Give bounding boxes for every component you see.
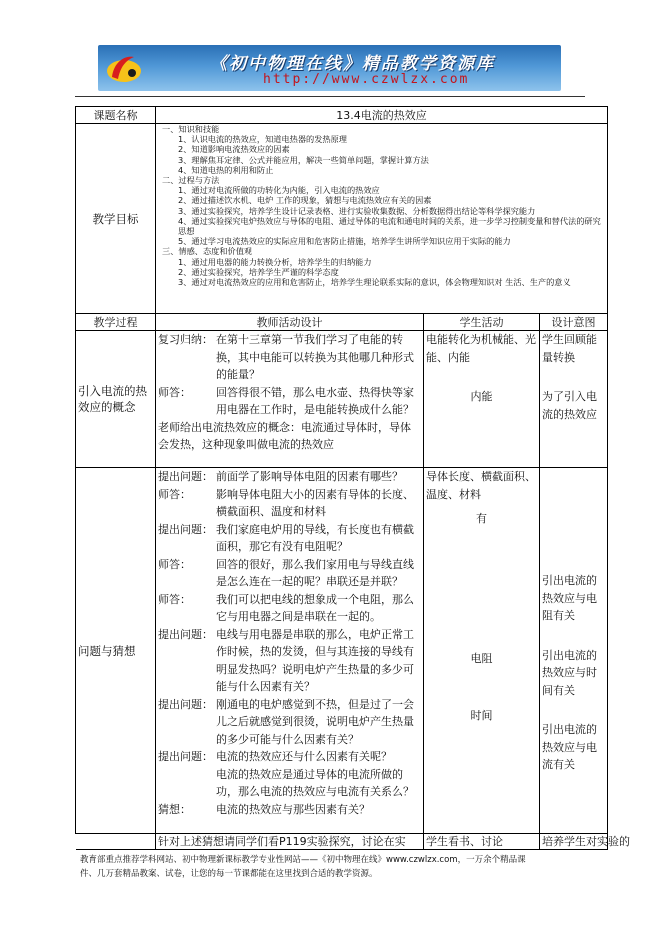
goals-row bbox=[76, 124, 608, 314]
teacher-item bbox=[158, 556, 421, 591]
teacher-item bbox=[158, 468, 421, 486]
section-intro-teacher bbox=[156, 331, 424, 468]
goal-item: 5、通过学习电流热效应的实际应用和危害防止措施，培养学生讲所学知识应用于实际的能力 bbox=[178, 236, 511, 247]
teacher-text: 刚通电的电炉感觉到不热，但是过了一会儿之后就感觉到很烫，说明电炉产生热量的多少可能与什么因素有关？ bbox=[216, 697, 414, 746]
speaker: 师答： bbox=[158, 385, 191, 399]
topic-row bbox=[76, 107, 608, 124]
teacher-text: 电线与用电器是串联的那么，电炉正常工作时候，热的发烫，但与其连接的导线有明显发热吗？说明电炉产生热量的多少可能与什么因素有关？ bbox=[216, 627, 414, 693]
teacher-item bbox=[158, 331, 421, 384]
teacher-item bbox=[158, 486, 421, 521]
footer-line: 件、几万套精品教案、试卷，让您的每一节课都能在这里找到合适的教学资源。 bbox=[80, 869, 378, 879]
section-intro-design bbox=[540, 331, 608, 468]
section-guess-teacher bbox=[156, 468, 424, 834]
lesson-table bbox=[75, 106, 630, 850]
header-process: 教学过程 bbox=[76, 314, 156, 331]
teacher-item bbox=[158, 591, 421, 626]
teacher-text: 电流的热效应是通过导体的电流所做的功，那么电流的热效应与电流有关系么？ bbox=[216, 767, 414, 798]
goal-item: 3、通过对电流热效应的应用和危害防止，培养学生理论联系实际的意识，体会物理知识对 生活、生产的意义 bbox=[178, 277, 571, 288]
design-text: 引出电流的热效应与电流有关 bbox=[542, 723, 597, 771]
logo-icon bbox=[104, 51, 144, 85]
section-guess-design bbox=[540, 468, 608, 834]
design-text: 学生回顾能量转换 bbox=[542, 333, 597, 364]
speaker: 提出问题： bbox=[158, 522, 213, 536]
section-guess-student bbox=[424, 468, 540, 834]
goal-item: 4、通过实验探究电炉热效应与导体的电阻、通过导体的电流和通电时间的关系，进一步学习控制变量和替代法的研究思想 bbox=[178, 215, 601, 237]
topic-value: 13.4电流的热效应 bbox=[156, 107, 608, 124]
goals-section-title: 一、知识和技能 bbox=[162, 124, 220, 134]
teacher-text: 我们家庭电炉用的导线，有长度也有横截面积，那它有没有电阻呢？ bbox=[216, 522, 414, 553]
section-intro-student bbox=[424, 331, 540, 468]
header-design: 设计意图 bbox=[540, 314, 608, 331]
section-intro-row bbox=[76, 331, 608, 468]
student-text: 内能 bbox=[470, 390, 493, 403]
speaker: 提出问题： bbox=[158, 470, 213, 483]
goal-item: 2、通过实验探究，培养学生严谨的科学态度 bbox=[178, 266, 339, 277]
student-text: 电能转化为机械能、光能、内能 bbox=[426, 333, 536, 364]
speaker: 提出问题： bbox=[158, 627, 213, 641]
teacher-text: 我们可以把电线的想象成一个电阻，那么它与用电器之间是串联在一起的。 bbox=[216, 592, 414, 623]
speaker: 提出问题： bbox=[158, 697, 213, 711]
speaker: 师答： bbox=[158, 557, 191, 571]
goals-section-title: 二、过程与方法 bbox=[162, 175, 220, 186]
speaker: 提出问题： bbox=[158, 750, 213, 763]
speaker: 猜想： bbox=[158, 802, 191, 816]
header-teacher: 教师活动设计 bbox=[156, 314, 424, 331]
teacher-item bbox=[158, 521, 421, 556]
goal-item: 1、通过对电流所做的功转化为内能，引入电流的热效应 bbox=[178, 185, 380, 196]
footer bbox=[80, 853, 590, 881]
last-row-design: 培养学生对实验的 bbox=[540, 834, 608, 850]
goal-item: 3、理解焦耳定律、公式并能应用，解决一些简单问题，掌握计算方法 bbox=[178, 154, 429, 165]
goals-label: 教学目标 bbox=[76, 124, 156, 314]
student-text: 有 bbox=[476, 512, 487, 525]
goal-item: 2、通过描述饮水机、电炉 工作的现象，猜想与电流热效应有关的因素 bbox=[178, 195, 432, 206]
student-text: 导体长度、横截面积、温度、材料 bbox=[426, 470, 536, 501]
last-row-teacher: 针对上述猜想请同学们看P119实验探究，讨论在实 bbox=[156, 834, 424, 850]
header-row bbox=[76, 314, 608, 331]
section-intro-label: 引入电流的热效应的概念 bbox=[76, 331, 156, 468]
goals-content bbox=[156, 124, 608, 314]
teacher-text: 回答得很不错，那么电水壶、热得快等家用电器在工作时，是电能转换成什么能？ bbox=[216, 385, 414, 416]
teacher-item bbox=[158, 696, 421, 749]
topic-label: 课题名称 bbox=[76, 107, 156, 124]
last-row-label bbox=[76, 834, 156, 850]
banner-title: 《初中物理在线》精品教学资源库 bbox=[210, 54, 495, 74]
speaker: 复习归纳： bbox=[158, 333, 213, 346]
speaker: 师答： bbox=[158, 487, 191, 501]
teacher-text: 前面学了影响导体电阻的因素有哪些？ bbox=[216, 470, 403, 483]
goal-item: 2、知道影响电流热效应的因素 bbox=[178, 144, 290, 155]
banner-url[interactable]: http://www.czwlzx.com bbox=[263, 72, 470, 87]
last-row bbox=[76, 834, 608, 850]
goal-item: 4、知道电热的利用和防止 bbox=[178, 164, 274, 175]
teacher-text: 在第十三章第一节我们学习了电能的转换，其中电能可以转换为其他哪几种形式的能量？ bbox=[216, 333, 414, 381]
design-text: 引出电流的热效应与时间有关 bbox=[542, 648, 597, 697]
header-banner bbox=[98, 45, 561, 91]
divider bbox=[75, 96, 585, 97]
goal-item: 1、通过用电器的能力转换分析，培养学生的归纳能力 bbox=[178, 256, 372, 267]
goal-item: 1、认识电流的热效应，知道电热器的发热原理 bbox=[178, 134, 347, 145]
teacher-text: 老师给出电流热效应的概念：电流通过导体时，导体会发热，这种现象叫做电流的热效应 bbox=[158, 420, 411, 451]
teacher-item bbox=[158, 748, 421, 766]
teacher-item bbox=[158, 626, 421, 696]
speaker: 师答： bbox=[158, 592, 191, 606]
student-text: 时间 bbox=[470, 709, 493, 722]
teacher-text: 电流的热效应还与什么因素有关呢？ bbox=[216, 750, 392, 763]
teacher-item bbox=[158, 801, 421, 819]
last-row-student: 学生看书、讨论 bbox=[424, 834, 540, 850]
goals-section-title: 三、情感、态度和价值观 bbox=[162, 246, 253, 257]
teacher-text: 影响导体电阻大小的因素有导体的长度、横截面积、温度和材料 bbox=[216, 487, 414, 518]
goal-item: 3、通过实验探究，培养学生设计记录表格、进行实验收集数据、分析数据得出结论等科学探究能力 bbox=[178, 205, 536, 216]
student-text: 电阻 bbox=[470, 651, 493, 665]
section-guess-label: 问题与猜想 bbox=[76, 468, 156, 834]
teacher-text: 回答的很好，那么我们家用电与导线直线是怎么连在一起的呢？串联还是并联？ bbox=[216, 557, 414, 588]
header-student: 学生活动 bbox=[424, 314, 540, 331]
design-text: 为了引入电流的热效应 bbox=[542, 390, 597, 421]
design-text: 引出电流的热效应与电阻有关 bbox=[542, 574, 597, 622]
footer-line: 教育部重点推荐学科网站、初中物理新课标教学专业性网站——《初中物理在线》www.czwlzx.com，一万余个精品课 bbox=[80, 855, 526, 865]
teacher-item bbox=[158, 384, 421, 419]
section-guess-row bbox=[76, 468, 608, 834]
teacher-text: 电流的热效应与那些因素有关？ bbox=[216, 802, 370, 816]
